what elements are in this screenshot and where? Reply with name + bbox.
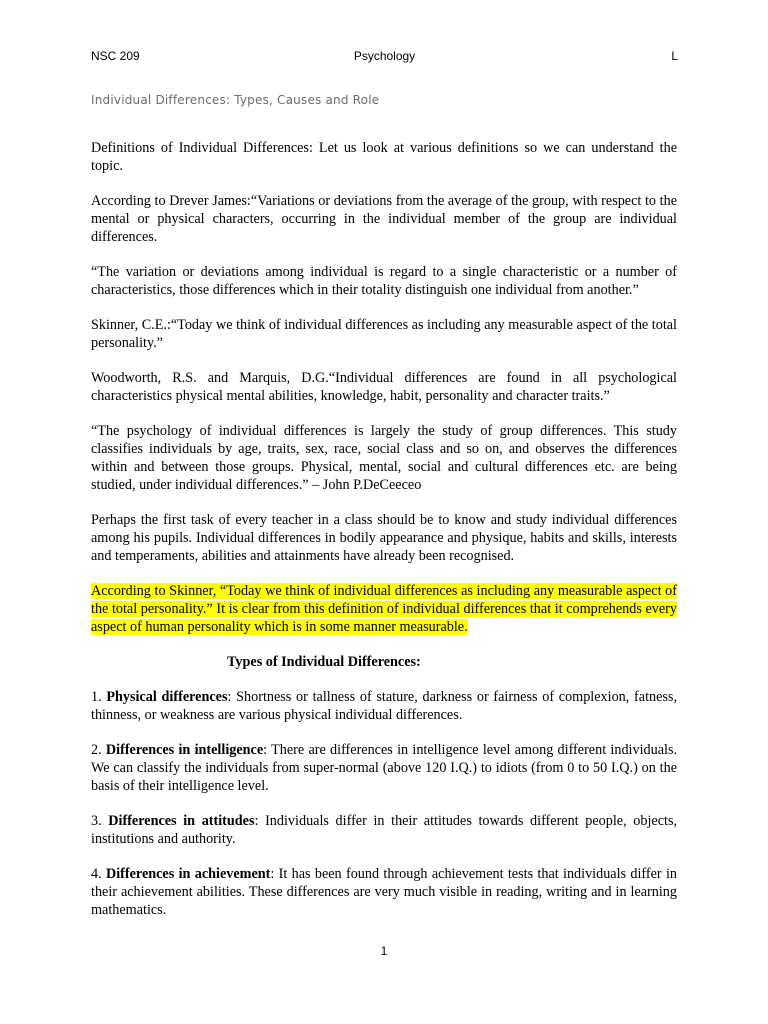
page-number: 1	[380, 944, 388, 958]
document-subtitle: Individual Differences: Types, Causes and Role	[91, 93, 380, 107]
type-text: : Individuals differ in their attitudes towards different people, objects, institutions and authority.	[91, 813, 678, 847]
document-body	[91, 139, 677, 936]
type-number: 1.	[91, 689, 107, 705]
paragraph: “The psychology of individual differences is largely the study of group differences. This study classifies individuals by age, traits, sex, race, social class and so on, and observes the differences within and between those groups. Physical, mental, social and cultural differences etc. are being studied, under individual differences.” – John P.DeCeeceo	[91, 423, 677, 493]
type-text: : Shortness or tallness of stature, darkness or fairness of complexion, fatness, thinness, or weakness are various physical individual differences.	[91, 689, 677, 723]
type-number: 2.	[91, 742, 106, 758]
type-item	[91, 688, 677, 724]
type-text: : It has been found through achievement tests that individuals differ in their achievement abilities. These differences are very much visible in reading, writing and in learning mathematics.	[91, 866, 677, 918]
type-term: Physical differences	[106, 689, 228, 705]
header-right: L	[671, 49, 678, 63]
paragraph: Skinner, C.E.:“Today we think of individual differences as including any measurable aspect of the total personality.”	[91, 317, 677, 351]
highlight-text: According to Skinner, “Today we think of individual differences as including any measurable aspect of the total personality.” It is clear from this definition of individual differences that it comprehends every aspect of human personality which is in some manner measurable.	[91, 583, 677, 635]
paragraph: According to Drever James:“Variations or deviations from the average of the group, with respect to the mental or physical characters, occurring in the individual member of the group are individual differences.	[91, 193, 677, 245]
type-item	[91, 812, 677, 848]
type-text: : There are differences in intelligence level among different individuals. We can classify the individuals from super-normal (above 120 I.Q.) to idiots (from 0 to 50 I.Q.) on the basis of their intelligence level.	[91, 742, 678, 794]
highlighted-paragraph	[91, 582, 677, 636]
types-heading: Types of Individual Differences:	[227, 654, 421, 670]
type-term: Differences in attitudes	[108, 813, 255, 829]
header-course: NSC 209	[91, 49, 140, 63]
type-number: 4.	[91, 866, 106, 882]
type-number: 3.	[91, 813, 109, 829]
type-item	[91, 865, 677, 919]
paragraph: Woodworth, R.S. and Marquis, D.G.“Individual differences are found in all psychological characteristics physical mental abilities, knowledge, habit, personality and character traits.”	[91, 370, 677, 404]
type-term: Differences in intelligence	[105, 742, 264, 758]
type-term: Differences in achievement	[105, 866, 271, 882]
header-subject: Psychology	[353, 49, 416, 63]
paragraph: Perhaps the first task of every teacher in a class should be to know and study individual differences among his pupils. Individual differences in bodily appearance and physique, habits and skills, interests and temperaments, abilities and attainments have already been recognised.	[91, 512, 677, 564]
paragraph: Definitions of Individual Differences: Let us look at various definitions so we can understand the topic.	[91, 140, 677, 174]
paragraph: “The variation or deviations among individual is regard to a single characteristic or a number of characteristics, those differences which in their totality distinguish one individual from another.”	[91, 264, 677, 298]
page-header	[91, 48, 678, 66]
type-item	[91, 741, 677, 795]
